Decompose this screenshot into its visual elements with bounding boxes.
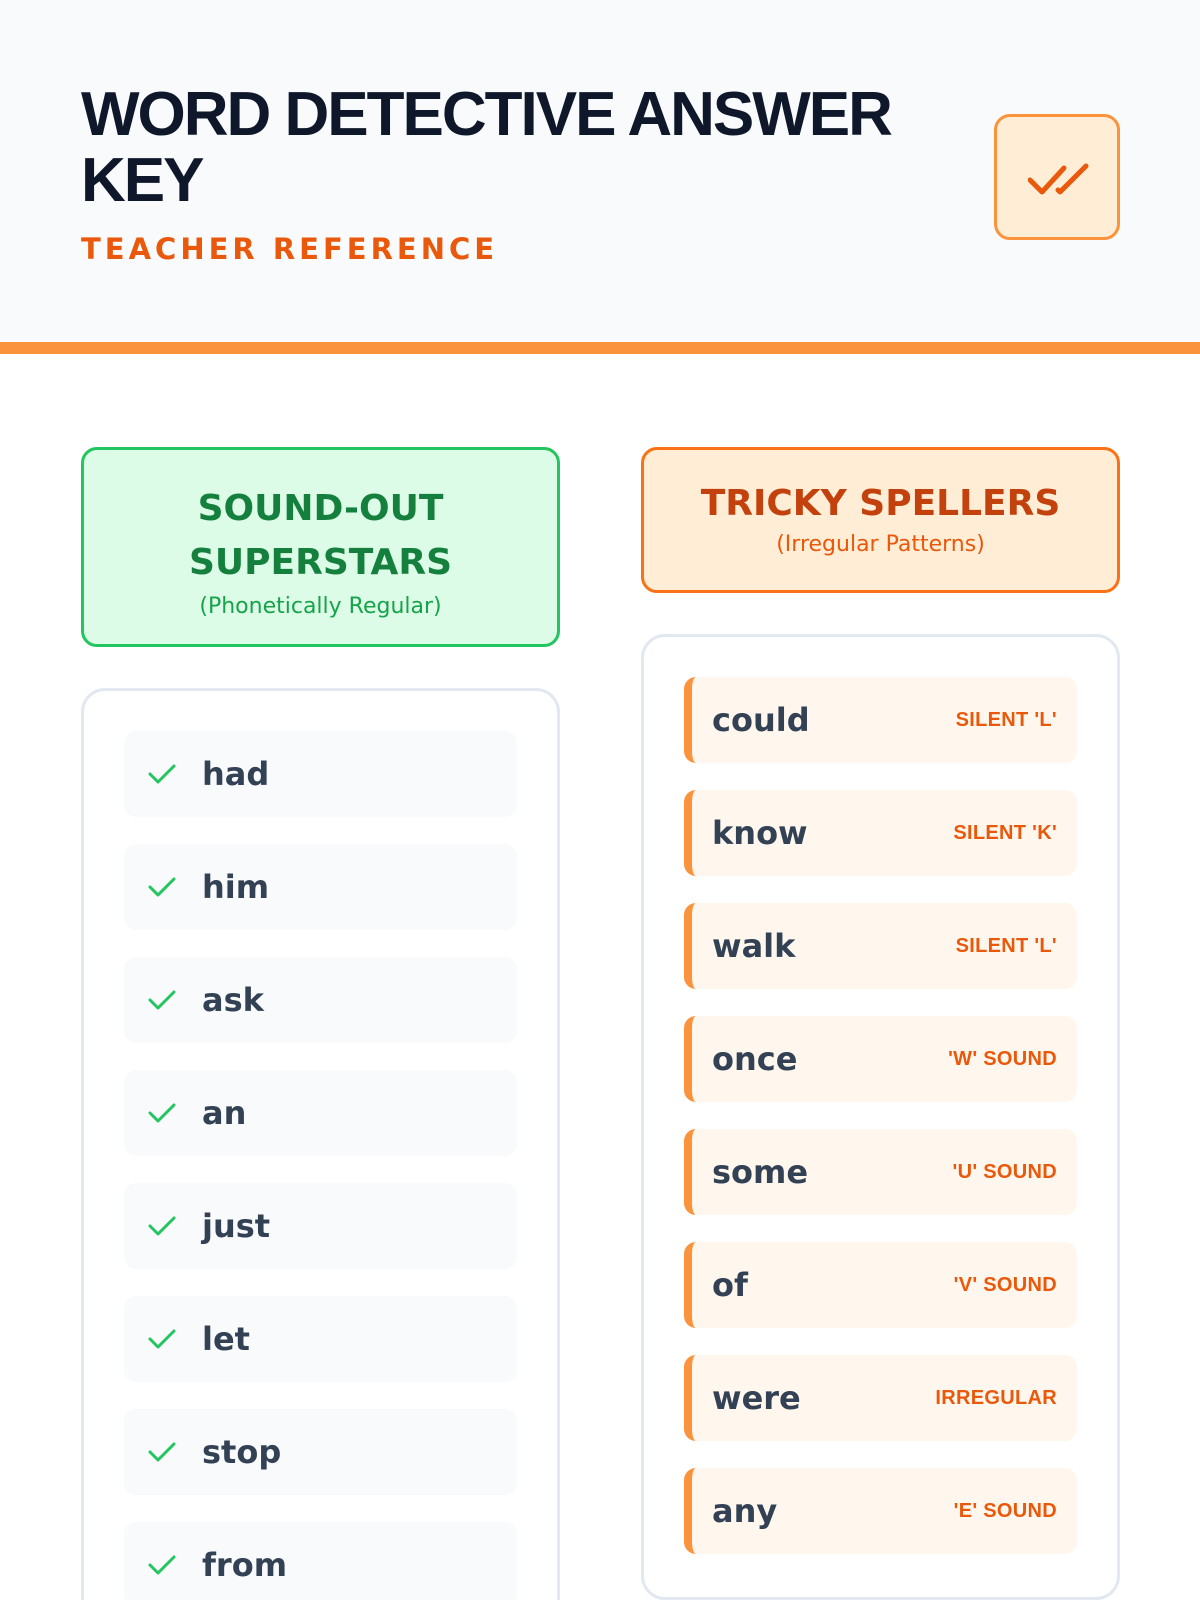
- spelling-pattern-tag: 'E' SOUND: [953, 1499, 1057, 1522]
- regular-word-list: [124, 731, 517, 1600]
- tricky-word-item: [684, 677, 1077, 763]
- check-icon: [148, 1554, 176, 1576]
- spelling-pattern-tag: 'V' SOUND: [953, 1273, 1057, 1296]
- regular-word: just: [202, 1207, 271, 1245]
- tricky-word-item: [684, 1468, 1077, 1554]
- regular-word-item: [124, 957, 517, 1043]
- regular-word-item: [124, 1409, 517, 1495]
- regular-category-title: SOUND-OUT SUPERSTARS: [188, 488, 453, 583]
- tricky-word: any: [712, 1492, 778, 1530]
- regular-word: an: [202, 1094, 247, 1132]
- tricky-word: of: [712, 1266, 748, 1304]
- tricky-category-header: [641, 447, 1120, 593]
- tricky-word: know: [712, 814, 808, 852]
- tricky-word-item: [684, 1016, 1077, 1102]
- page-title: WORD DETECTIVE ANSWER KEY: [81, 80, 891, 215]
- spelling-pattern-tag: SILENT 'K': [953, 821, 1057, 844]
- regular-word: ask: [202, 981, 264, 1019]
- check-icon: [148, 1328, 176, 1350]
- tricky-word: could: [712, 701, 810, 739]
- check-icon: [148, 763, 176, 785]
- regular-word: him: [202, 868, 270, 906]
- tricky-word-item: [684, 1355, 1077, 1441]
- spelling-pattern-tag: SILENT 'L': [955, 934, 1057, 957]
- check-icon: [148, 989, 176, 1011]
- check-icon: [148, 1215, 176, 1237]
- tricky-word: some: [712, 1153, 809, 1191]
- tricky-category-title: TRICKY SPELLERS: [700, 483, 1061, 524]
- regular-word: from: [202, 1546, 288, 1584]
- regular-word-item: [124, 844, 517, 930]
- tricky-word-item: [684, 790, 1077, 876]
- check-icon: [148, 1102, 176, 1124]
- spelling-pattern-tag: 'W' SOUND: [948, 1047, 1057, 1070]
- regular-word-item: [124, 1296, 517, 1382]
- regular-category-header: [81, 447, 560, 647]
- regular-word: let: [202, 1320, 250, 1358]
- tricky-word: were: [712, 1379, 801, 1417]
- regular-word-panel: [81, 688, 560, 1600]
- check-icon: [148, 1441, 176, 1463]
- regular-word: stop: [202, 1433, 282, 1471]
- tricky-word-item: [684, 903, 1077, 989]
- tricky-word-item: [684, 1242, 1077, 1328]
- regular-word-item: [124, 1183, 517, 1269]
- spelling-pattern-tag: SILENT 'L': [955, 708, 1057, 731]
- spelling-pattern-tag: 'U' SOUND: [952, 1160, 1057, 1183]
- regular-word-item: [124, 1522, 517, 1600]
- page-subtitle: TEACHER REFERENCE: [81, 232, 499, 266]
- regular-category-subtitle: (Phonetically Regular): [199, 594, 442, 619]
- tricky-word-panel: [641, 634, 1120, 1600]
- regular-word: had: [202, 755, 270, 793]
- tricky-category-subtitle: (Irregular Patterns): [776, 532, 985, 557]
- tricky-word-item: [684, 1129, 1077, 1215]
- regular-word-item: [124, 1070, 517, 1156]
- regular-word-item: [124, 731, 517, 817]
- tricky-word: once: [712, 1040, 798, 1078]
- double-check-icon: [994, 114, 1120, 240]
- page-header: [0, 0, 1200, 354]
- tricky-word: walk: [712, 927, 796, 965]
- check-icon: [148, 876, 176, 898]
- tricky-word-list: [684, 677, 1077, 1581]
- spelling-pattern-tag: IRREGULAR: [935, 1386, 1057, 1409]
